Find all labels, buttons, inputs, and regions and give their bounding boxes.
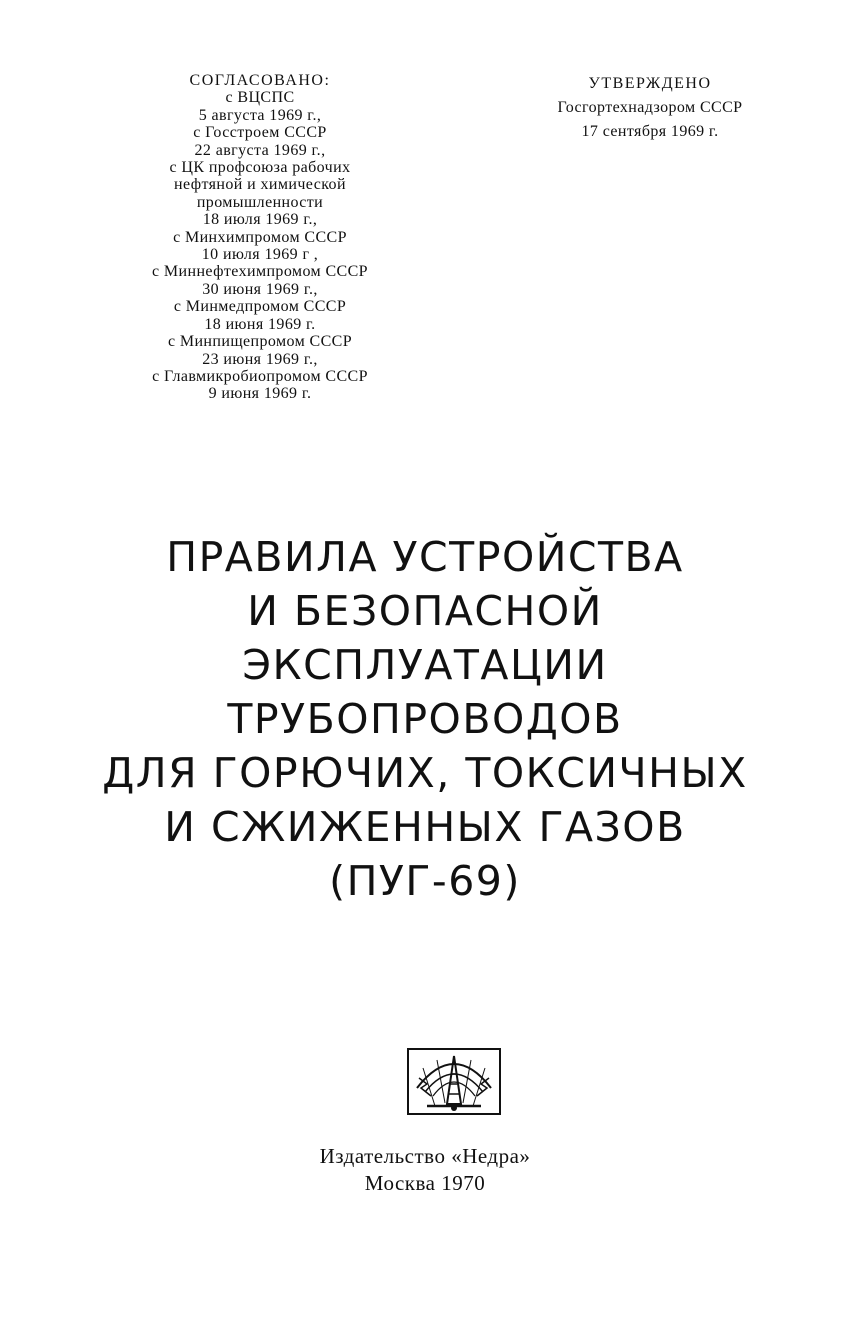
agreed-line: с Миннефтехимпромом СССР [152, 263, 368, 281]
agreed-line: промышленности [196, 193, 324, 211]
title-line: И СЖИЖЕННЫХ ГАЗОВ [164, 803, 686, 851]
publisher-name: Издательство «Недра» [319, 1144, 531, 1168]
approved-line: Госгортехнадзором СССР [557, 99, 743, 116]
agreed-line: с ВЦСПС [225, 89, 295, 107]
agreed-line: 18 июня 1969 г. [204, 315, 316, 333]
document-title [0, 530, 850, 908]
publisher-logo-icon [407, 1048, 501, 1115]
agreed-line: 23 июня 1969 г., [202, 350, 318, 368]
approved-block [510, 72, 790, 144]
agreed-line: с Минпищепромом СССР [167, 333, 353, 351]
agreed-line: с Минхимпромом СССР [173, 228, 347, 246]
agreed-line: 10 июля 1969 г , [201, 246, 319, 264]
agreed-line: 5 августа 1969 г., [198, 106, 322, 124]
title-line: ДЛЯ ГОРЮЧИХ, ТОКСИЧНЫХ [102, 749, 748, 797]
agreed-block [110, 72, 410, 403]
title-line: ТРУБОПРОВОДОВ [227, 695, 623, 743]
agreed-line: 30 июня 1969 г., [202, 280, 318, 298]
approved-heading: УТВЕРЖДЕНО [588, 75, 712, 92]
publisher-city-year: Москва 1970 [364, 1171, 486, 1195]
agreed-line: 18 июля 1969 г., [202, 211, 318, 229]
title-line: ЭКСПЛУАТАЦИИ [242, 641, 608, 689]
agreed-line: с Главмикробиопромом СССР [152, 367, 368, 385]
agreed-line: 22 августа 1969 г., [194, 141, 326, 159]
title-line: (ПУГ-69) [329, 857, 521, 905]
agreed-line: нефтяной и химической [174, 176, 346, 194]
agreed-line: с Госстроем СССР [193, 124, 327, 142]
agreed-line: с ЦК профсоюза рабочих [169, 159, 351, 177]
agreed-line: 9 июня 1969 г. [208, 385, 312, 403]
approved-line: 17 сентября 1969 г. [581, 123, 719, 140]
title-line: И БЕЗОПАСНОЙ [247, 587, 603, 635]
agreed-heading: СОГЛАСОВАНО: [189, 72, 331, 89]
title-line: ПРАВИЛА УСТРОЙСТВА [166, 533, 684, 581]
agreed-line: с Минмедпромом СССР [173, 298, 347, 316]
publisher-block [0, 1143, 850, 1197]
